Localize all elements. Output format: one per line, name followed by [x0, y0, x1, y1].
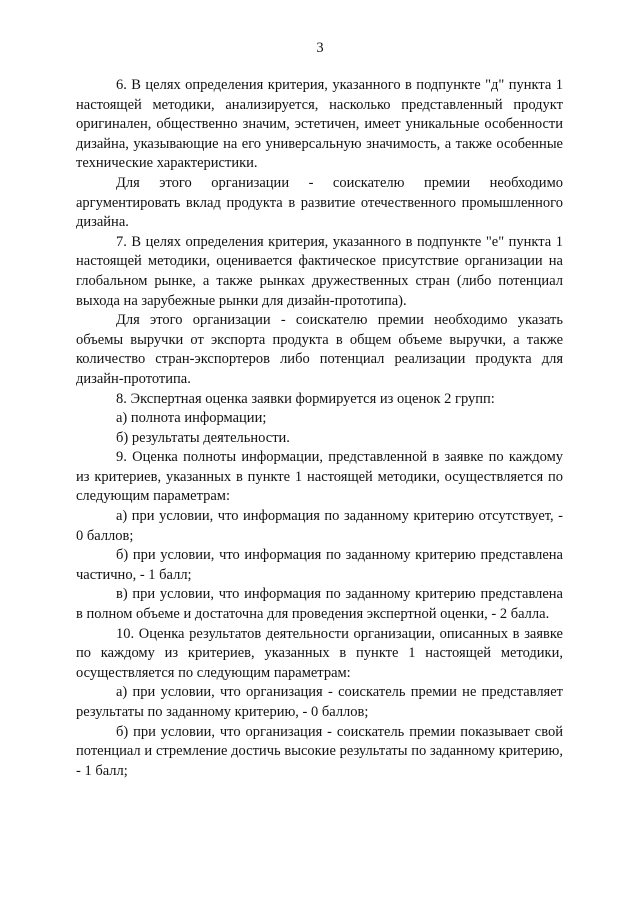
paragraph-9-item-b: б) при условии, что информация по заданному критерию представлена частично, - 1 балл;: [76, 547, 563, 583]
paragraph-8-item-a: а) полнота информации;: [116, 410, 267, 427]
paragraph-10-item-b: б) при условии, что организация - соискатель премии показывает свой потенциал и стремление достичь высокие результаты по заданному критерию, - 1 балл;: [76, 723, 563, 779]
page-number: 3: [316, 40, 324, 56]
paragraph-9-item-c: в) при условии, что информация по заданному критерию представлена в полном объеме и достаточна для проведения экспертной оценки, - 2 балла.: [76, 586, 563, 623]
paragraph-6-note: Для этого организации - соискателю премии необходимо аргументировать вклад продукта в развитие отечественного промышленного дизайна.: [76, 174, 563, 231]
document-body: [76, 76, 563, 781]
paragraph-8: 8. Экспертная оценка заявки формируется из оценок 2 групп:: [116, 390, 495, 407]
paragraph-10: 10. Оценка результатов деятельности организации, описанных в заявке по каждому из критериев, указанных в пункте 1 настоящей методики, осуществляется по следующим параметрам:: [76, 625, 563, 681]
paragraph-9: 9. Оценка полноты информации, представленной в заявке по каждому из критериев, указанных в пункте 1 настоящей методики, осуществляется по следующим параметрам:: [76, 449, 563, 505]
paragraph-9-item-a: а) при условии, что информация по заданному критерию отсутствует, - 0 баллов;: [76, 508, 563, 544]
paragraph-8-item-b: б) результаты деятельности.: [116, 429, 290, 446]
paragraph-7-note: Для этого организации - соискателю премии необходимо указать объемы выручки от экспорта продукта в общем объеме выручки, а также количество стран-экспортеров либо потенциал реализации продукта для дизайн-прототипа.: [76, 312, 563, 387]
paragraph-10-item-a: а) при условии, что организация - соискатель премии не представляет результаты по заданному критерию, - 0 баллов;: [76, 684, 563, 720]
paragraph-7: 7. В целях определения критерия, указанного в подпункте "е" пункта 1 настоящей методики, оценивается фактическое присутствие организации на глобальном рынке, а также рынках дружественных стран (либо потенциал выхода на зарубежные рынки для дизайн-прототипа).: [76, 233, 563, 309]
paragraph-6: 6. В целях определения критерия, указанного в подпункте "д" пункта 1 настоящей методики, анализируется, насколько представленный продукт оригинален, общественно значим, эстетичен, имеет уникальные особенности дизайна, указывающие на его универсальную значимость, а также особенные технические характеристики.: [76, 77, 563, 172]
